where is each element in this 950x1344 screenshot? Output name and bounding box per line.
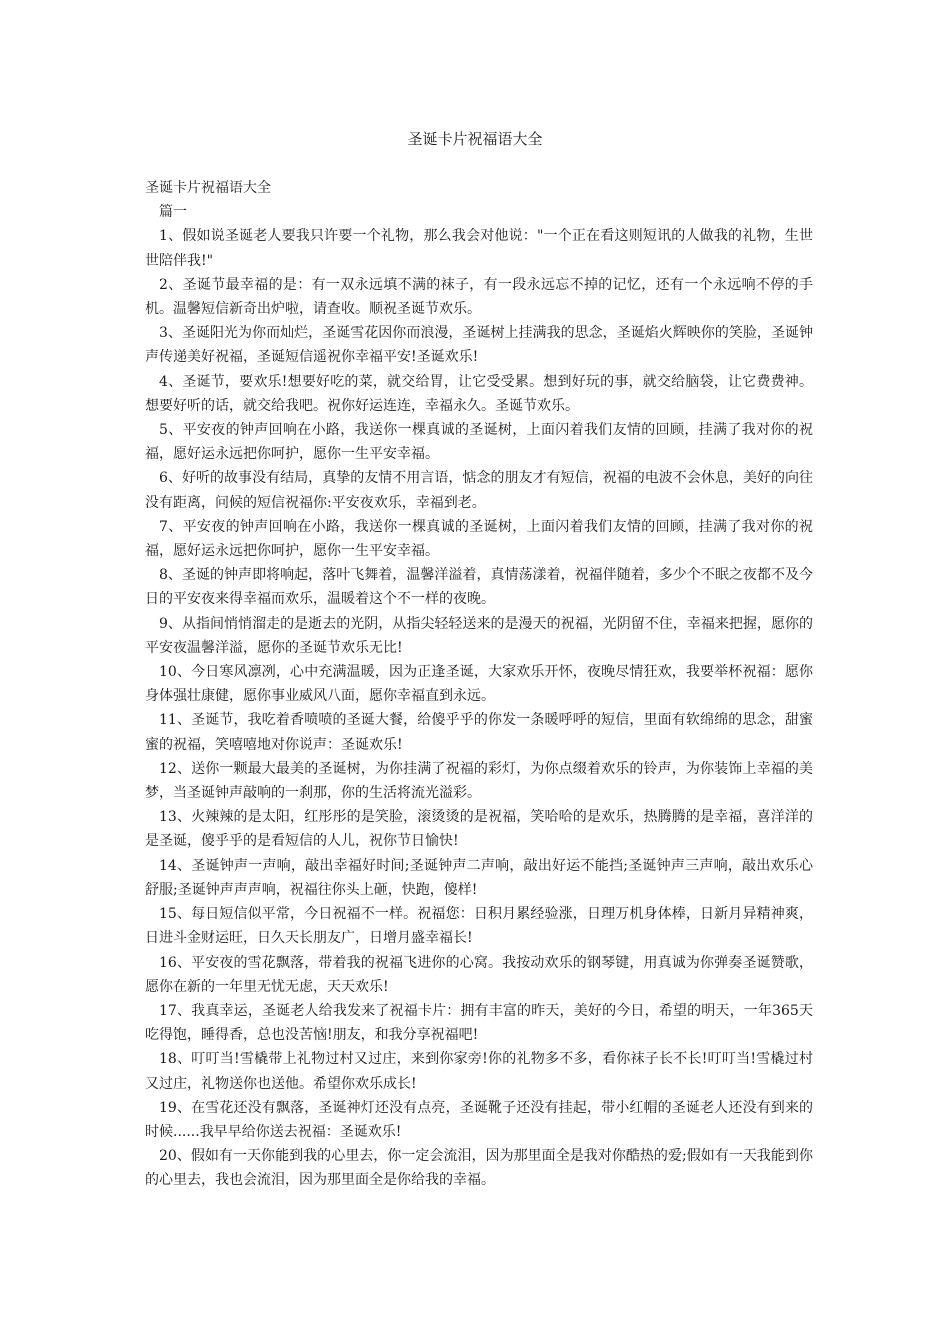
greeting-item-7: 7、平安夜的钟声回响在小路，我送你一棵真诚的圣诞树，上面闪着我们友情的回顾，挂满了我对你的祝福，愿好运永远把你呵护，愿你一生平安幸福。 [145,518,813,560]
greeting-item-9: 9、从指间悄悄溜走的是逝去的光阴，从指尖轻轻送来的是漫天的祝福，光阴留不住，幸福来把握，愿你的平安夜温馨洋溢，愿你的圣诞节欢乐无比! [145,615,813,656]
document-title: 圣诞卡片祝福语大全 [407,130,543,148]
greeting-item-18: 18、叮叮当!雪橇带上礼物过村又过庄，来到你家旁!你的礼物多不多，看你袜子长不长!叮叮当!雪橇过村又过庄，礼物送你也送他。希望你欢乐成长! [145,1051,813,1092]
greeting-item-16: 16、平安夜的雪花飘落，带着我的祝福飞进你的心窝。我按动欢乐的钢琴键，用真诚为你弹奏圣诞赞歌，愿你在新的一年里无忧无虑，天天欢乐! [145,954,813,995]
greeting-item-8: 8、圣诞的钟声即将响起，落叶飞舞着，温馨洋溢着，真情荡漾着，祝福伴随着，多少个不眠之夜都不及今日的平安夜来得幸福而欢乐，温暖着这个不一样的夜晚。 [145,567,813,608]
greeting-item-17: 17、我真幸运，圣诞老人给我发来了祝福卡片：拥有丰富的昨天，美好的今日，希望的明天，一年365天吃得饱，睡得香，总也没苦恼!朋友，和我分享祝福吧! [145,1002,813,1044]
greeting-item-14: 14、圣诞钟声一声响，敲出幸福好时间;圣诞钟声二声响，敲出好运不能挡;圣诞钟声三声响，敲出欢乐心舒服;圣诞钟声声声响，祝福往你头上砸，快跑，傻样! [145,857,813,898]
greeting-item-5: 5、平安夜的钟声回响在小路，我送你一棵真诚的圣诞树，上面闪着我们友情的回顾，挂满了我对你的祝福，愿好运永远把你呵护，愿你一生平安幸福。 [145,422,813,463]
greeting-item-12: 12、送你一颗最大最美的圣诞树，为你挂满了祝福的彩灯，为你点缀着欢乐的铃声，为你装饰上幸福的美梦，当圣诞钟声敲响的一刹那，你的生活将流光溢彩。 [145,760,813,802]
greeting-item-4: 4、圣诞节，要欢乐!想要好吃的菜，就交给胃，让它受受累。想到好玩的事，就交给脑袋，让它费费神。想要好听的话，就交给我吧。祝你好运连连，幸福永久。圣诞节欢乐。 [145,373,813,414]
greeting-item-6: 6、好听的故事没有结局，真挚的友情不用言语，惦念的朋友才有短信，祝福的电波不会休息，美好的向往没有距离，问候的短信祝福你:平安夜欢乐，幸福到老。 [145,470,813,511]
greeting-item-11: 11、圣诞节，我吃着香喷喷的圣诞大餐，给傻乎乎的你发一条暖呼呼的短信，里面有软绵绵的思念，甜蜜蜜的祝福，笑嘻嘻地对你说声：圣诞欢乐! [145,712,813,753]
greeting-item-20: 20、假如有一天你能到我的心里去，你一定会流泪，因为那里面全是我对你酷热的爱;假如有一天我能到你的心里去，我也会流泪，因为那里面全是你给我的幸福。 [145,1148,813,1189]
greeting-list [145,224,813,1192]
document-subtitle: 圣诞卡片祝福语大全 [145,180,271,196]
greeting-item-15: 15、每日短信似平常，今日祝福不一样。祝福您：日积月累经验涨，日理万机身体棒，日新月异精神爽，日进斗金财运旺，日久天长朋友广，日增月盛幸福长! [145,906,813,947]
greeting-item-1: 1、假如说圣诞老人要我只许要一个礼物，那么我会对他说："一个正在看这则短讯的人做我的礼物，生世世陪伴我!" [145,228,813,269]
section-heading: 篇一 [159,204,187,221]
greeting-item-13: 13、火辣辣的是太阳，红彤彤的是笑脸，滚烫烫的是祝福，笑哈哈的是欢乐，热腾腾的是幸福，喜洋洋的是圣诞，傻乎乎的是看短信的人儿，祝你节日愉快! [145,809,813,850]
greeting-item-3: 3、圣诞阳光为你而灿烂，圣诞雪花因你而浪漫，圣诞树上挂满我的思念，圣诞焰火辉映你的笑脸，圣诞钟声传递美好祝福，圣诞短信遥祝你幸福平安!圣诞欢乐! [145,325,813,366]
greeting-item-2: 2、圣诞节最幸福的是：有一双永远填不满的袜子，有一段永远忘不掉的记忆，还有一个永远响不停的手机。温馨短信新奇出炉啦，请查收。顺祝圣诞节欢乐。 [145,276,813,318]
greeting-item-19: 19、在雪花还没有飘落，圣诞神灯还没有点亮，圣诞靴子还没有挂起，带小红帽的圣诞老人还没有到来的时候......我早早给你送去祝福：圣诞欢乐! [145,1099,813,1140]
greeting-item-10: 10、今日寒风凛冽，心中充满温暖，因为正逢圣诞，大家欢乐开怀，夜晚尽情狂欢，我要举杯祝福：愿你身体强壮康健，愿你事业威风八面，愿你幸福直到永远。 [145,664,813,705]
document-body [145,176,813,1193]
